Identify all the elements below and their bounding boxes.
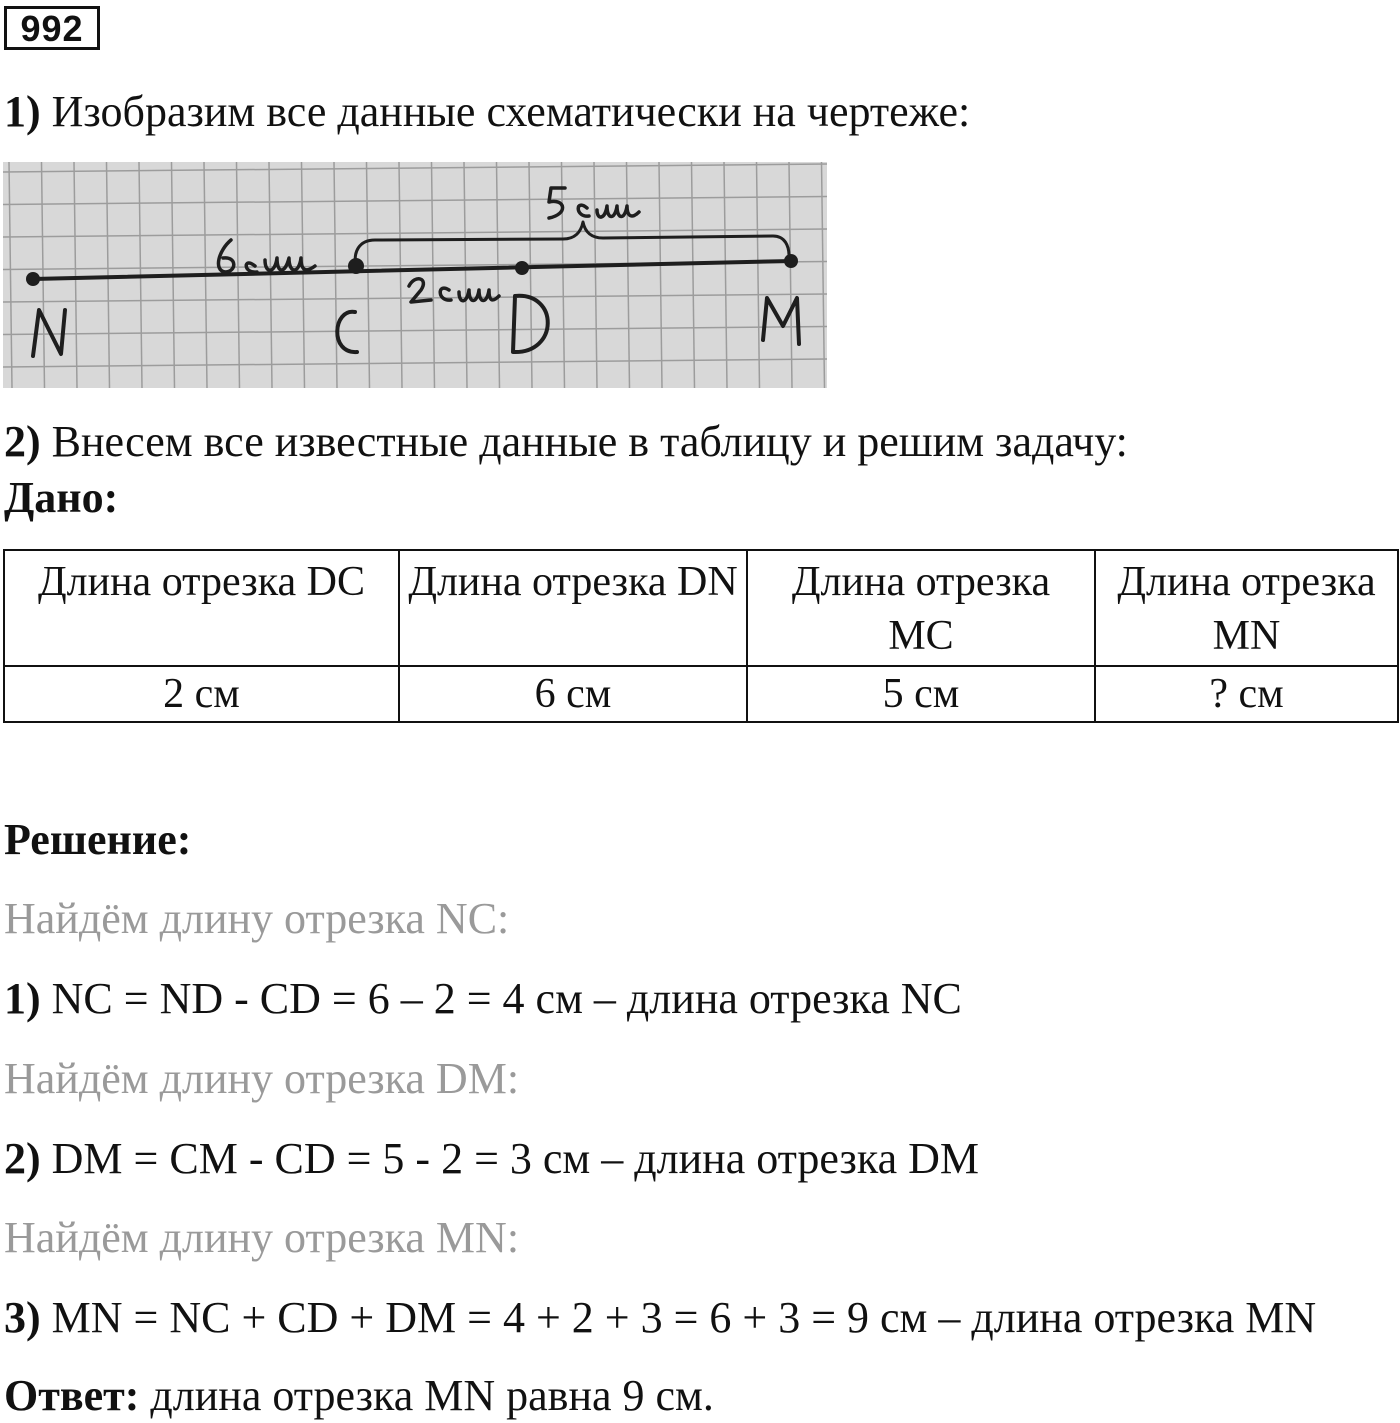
sketch-svg — [3, 162, 827, 388]
solution-step-number: 2) — [4, 1134, 41, 1183]
grid-line — [724, 162, 727, 388]
given-table — [3, 549, 1399, 723]
grid-line — [627, 162, 630, 388]
table-row — [4, 666, 1398, 722]
grid-line — [692, 162, 695, 388]
grid-line — [464, 162, 467, 388]
step-1-number: 1) — [4, 87, 41, 136]
table-value-cell: ? см — [1095, 666, 1398, 722]
answer-label: Ответ: — [4, 1371, 140, 1420]
grid-line — [3, 164, 827, 172]
table-header-row — [4, 550, 1398, 666]
answer-line — [4, 1370, 714, 1422]
point-d-dot — [515, 261, 529, 275]
given-label: Дано: — [4, 473, 119, 522]
grid-line — [42, 162, 45, 388]
grid-line — [74, 162, 77, 388]
table-header-cell: Длина отрезка MC — [747, 550, 1095, 666]
grid-line — [497, 162, 500, 388]
grid-line — [594, 162, 597, 388]
solution-label: Решение: — [4, 815, 192, 864]
table-value-cell: 6 см — [399, 666, 747, 722]
grid-line — [562, 162, 565, 388]
grid-line — [789, 162, 792, 388]
step-1-text: Изобразим все данные схематически на чертеже: — [40, 87, 971, 136]
answer-text: длина отрезка MN равна 9 см. — [139, 1371, 714, 1420]
solution-hint-1: Найдём длину отрезка NC: — [4, 894, 510, 943]
grid-line — [334, 162, 337, 388]
solution-step-text: MN = NC + CD + DM = 4 + 2 + 3 = 6 + 3 = 9 см – длина отрезка MN — [40, 1293, 1317, 1342]
hand-drawn-sketch — [3, 162, 827, 388]
solution-step-text: NC = ND - CD = 6 – 2 = 4 см – длина отрезка NC — [40, 974, 962, 1023]
letter-n-glyph — [33, 310, 65, 356]
grid-line — [3, 327, 827, 335]
solution-step-3 — [4, 1292, 1316, 1344]
grid-line — [659, 162, 662, 388]
grid-line — [757, 162, 760, 388]
grid-line — [302, 162, 305, 388]
solution-step-number: 3) — [4, 1293, 41, 1342]
step-1-line — [4, 86, 970, 138]
segment-line-nm — [33, 261, 793, 279]
grid-line — [367, 162, 370, 388]
point-n-dot — [26, 272, 40, 286]
solution-step-text: DM = CM - CD = 5 - 2 = 3 см – длина отрезка DM — [40, 1134, 980, 1183]
brace-cm — [355, 222, 789, 266]
task-number-box: 992 — [4, 6, 100, 50]
grid-line — [529, 162, 532, 388]
point-m-dot — [784, 254, 798, 268]
grid-line — [3, 197, 827, 205]
table-header-cell: Длина отрезка DC — [4, 550, 399, 666]
table-header-cell: Длина отрезка MN — [1095, 550, 1398, 666]
solution-step-number: 1) — [4, 974, 41, 1023]
table-value-cell: 5 см — [747, 666, 1095, 722]
letter-m-glyph — [763, 298, 799, 344]
solution-step-1 — [4, 973, 962, 1025]
solution-step-2 — [4, 1133, 979, 1185]
grid-line — [432, 162, 435, 388]
grid-line — [107, 162, 110, 388]
point-c-dot — [348, 258, 364, 274]
table-value-cell: 2 см — [4, 666, 399, 722]
grid-line — [399, 162, 402, 388]
step-2-number: 2) — [4, 417, 41, 466]
table-header-cell: Длина отрезка DN — [399, 550, 747, 666]
step-2-text: Внесем все известные данные в таблицу и решим задачу: — [40, 417, 1128, 466]
solution-hint-3: Найдём длину отрезка MN: — [4, 1213, 520, 1262]
grid-line — [3, 359, 827, 367]
solution-hint-2: Найдём длину отрезка DM: — [4, 1054, 520, 1103]
grid-line — [9, 162, 12, 388]
step-2-line — [4, 416, 1128, 468]
